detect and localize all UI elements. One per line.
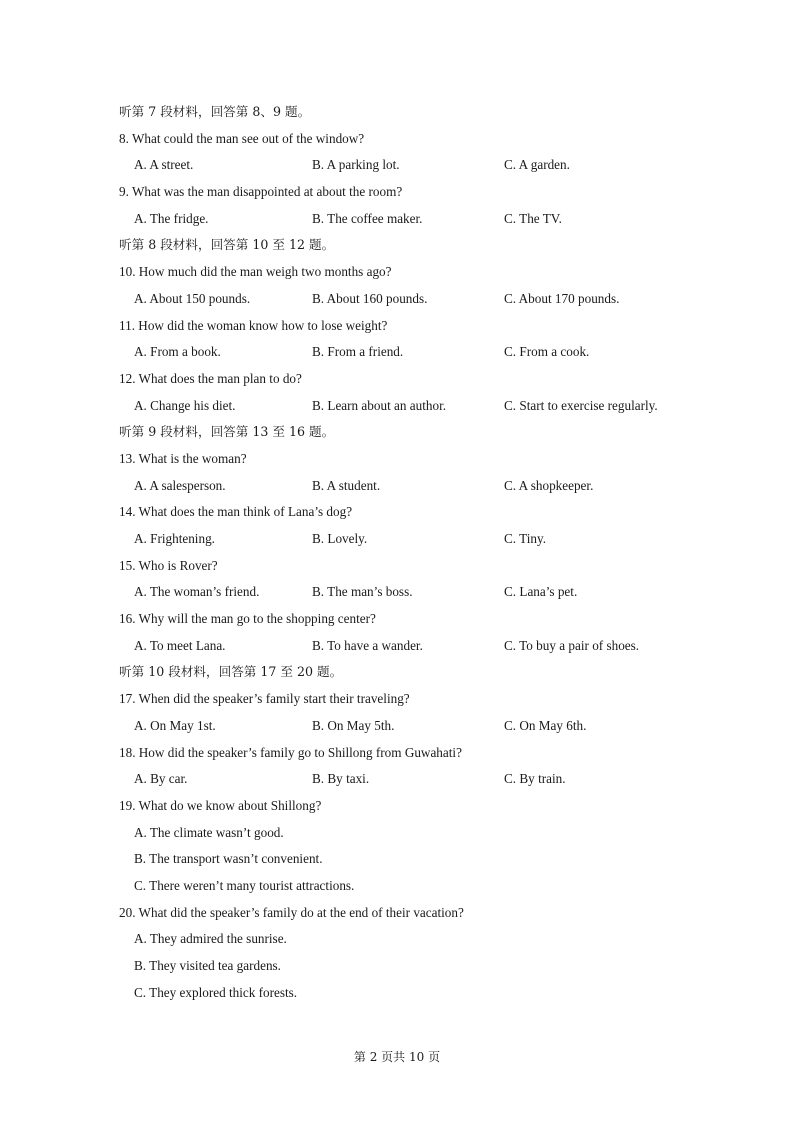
question-text: 17. When did the speaker’s family start their traveling?: [119, 691, 410, 707]
question-text: 11. How did the woman know how to lose weight?: [119, 317, 388, 333]
options-row: [119, 766, 739, 793]
option-a: A. From a book.: [134, 344, 221, 360]
option-a: A. Change his diet.: [134, 397, 236, 413]
question-text: 15. Who is Rover?: [119, 557, 218, 573]
option-c: C. A shopkeeper.: [504, 477, 594, 493]
option-b: B. From a friend.: [312, 344, 404, 360]
option-c: C. There weren’t many tourist attractions.: [134, 877, 355, 893]
question-text: 13. What is the woman?: [119, 450, 247, 466]
options-row: [119, 526, 739, 553]
section-heading: 听第 7 段材料，回答第 8、9 题。: [119, 104, 311, 119]
question-text: 12. What does the man plan to do?: [119, 370, 302, 386]
exam-content: [119, 99, 739, 1006]
option-b: B. A parking lot.: [312, 157, 400, 173]
question-text: 20. What did the speaker’s family do at the end of their vacation?: [119, 904, 464, 920]
option-c: C. A garden.: [504, 157, 570, 173]
option-a: A. The woman’s friend.: [134, 584, 260, 600]
options-row: [119, 713, 739, 740]
option-c: C. On May 6th.: [504, 717, 587, 733]
option-b: B. Lovely.: [312, 531, 368, 546]
option-a: A. Frightening.: [134, 531, 215, 546]
option-a: A. The fridge.: [134, 210, 209, 226]
option-c: C. Lana’s pet.: [504, 584, 578, 600]
option-c: C. The TV.: [504, 210, 562, 226]
options-row: [119, 152, 739, 179]
option-a: A. They admired the sunrise.: [134, 931, 287, 947]
option-b: B. To have a wander.: [312, 637, 423, 653]
option-b: B. On May 5th.: [312, 717, 395, 733]
option-b: B. By taxi.: [312, 771, 370, 787]
question-text: 14. What does the man think of Lana’s dog?: [119, 504, 353, 520]
options-row: [119, 393, 739, 420]
question-text: 8. What could the man see out of the window?: [119, 130, 365, 146]
option-c: C. By train.: [504, 771, 566, 787]
option-a: A. A salesperson.: [134, 477, 226, 493]
options-row: [119, 339, 739, 366]
option-a: A. About 150 pounds.: [134, 290, 251, 306]
options-row: [119, 579, 739, 606]
option-c: C. They explored thick forests.: [134, 984, 298, 1000]
option-c: C. Start to exercise regularly.: [504, 397, 658, 413]
section-heading: 听第 10 段材料，回答第 17 至 20 题。: [119, 664, 343, 680]
question-text: 18. How did the speaker’s family go to Shillong from Guwahati?: [119, 744, 462, 760]
option-a: A. The climate wasn’t good.: [134, 824, 284, 840]
section-heading: 听第 8 段材料，回答第 10 至 12 题。: [119, 237, 335, 253]
option-a: A. A street.: [134, 157, 194, 173]
option-a: A. To meet Lana.: [134, 637, 226, 653]
option-a: A. On May 1st.: [134, 717, 216, 733]
options-row: [119, 286, 739, 313]
question-text: 10. How much did the man weigh two months ago?: [119, 264, 392, 280]
option-b: B. A student.: [312, 477, 381, 493]
option-b: B. The transport wasn’t convenient.: [134, 851, 323, 867]
option-b: B. They visited tea gardens.: [134, 958, 281, 973]
options-row: [119, 633, 739, 660]
option-c: C. Tiny.: [504, 531, 547, 546]
options-row: [119, 206, 739, 233]
option-c: C. To buy a pair of shoes.: [504, 637, 640, 653]
question-text: 16. Why will the man go to the shopping center?: [119, 611, 376, 627]
option-b: B. The coffee maker.: [312, 210, 423, 226]
option-b: B. About 160 pounds.: [312, 290, 428, 306]
question-text: 9. What was the man disappointed at about the room?: [119, 184, 403, 200]
option-b: B. The man’s boss.: [312, 584, 413, 600]
option-c: C. From a cook.: [504, 344, 590, 360]
option-c: C. About 170 pounds.: [504, 290, 620, 306]
question-text: 19. What do we know about Shillong?: [119, 797, 322, 813]
page-footer: 第 2 页共 10 页: [353, 1050, 441, 1064]
section-heading: 听第 9 段材料，回答第 13 至 16 题。: [119, 424, 335, 440]
options-row: [119, 473, 739, 500]
option-b: B. Learn about an author.: [312, 397, 447, 413]
option-a: A. By car.: [134, 771, 188, 787]
